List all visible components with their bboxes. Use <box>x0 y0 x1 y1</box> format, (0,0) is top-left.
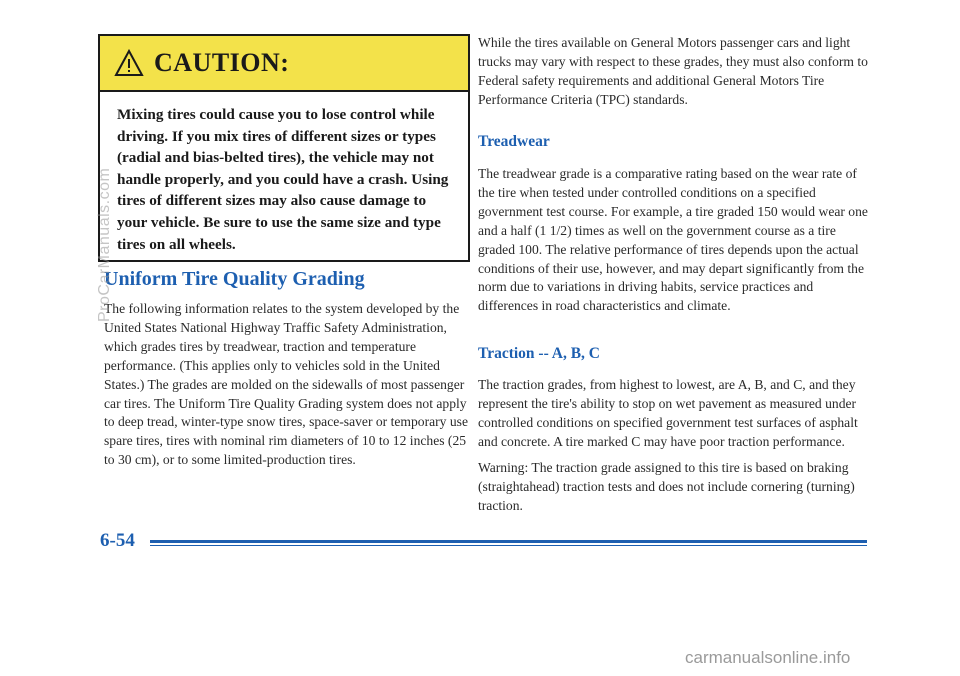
warning-paragraph: Warning: The traction grade assigned to this tire is based on braking (straightahead) traction tests and does not include cornering (turning) traction. <box>478 460 855 513</box>
uniform-tire-quality-paragraph: The following information relates to the system developed by the United States National Highway Traffic Safety Administration, which grades tires by treadwear, traction and temperature performance. (This applies only to vehicles sold in the United States.) The grades are molded on the sidewalls of most passenger car tires. The Uniform Tire Quality Grading system does not apply to deep tread, winter-type snow tires, space-saver or temporary use spare tires, tires with nominal rim diameters of 10 to 12 inches (25 to 30 cm), or to some limited-production tires. <box>104 301 468 468</box>
vertical-watermark: ProCarManuals.com <box>96 167 113 322</box>
caution-box <box>98 34 470 262</box>
caution-header <box>100 36 468 92</box>
footer-rule <box>150 540 867 543</box>
treadwear-heading: Treadwear <box>478 133 550 150</box>
warning-triangle-icon <box>114 49 144 77</box>
uniform-tire-quality-heading: Uniform Tire Quality Grading <box>104 268 365 290</box>
caution-title: CAUTION: <box>154 48 290 77</box>
intro-paragraph: While the tires available on General Motors passenger cars and light trucks may vary with respect to these grades, they must also conform to Federal safety requirements and additional General Motors Tire Performance Criteria (TPC) standards. <box>478 35 868 107</box>
traction-paragraph: The traction grades, from highest to lowest, are A, B, and C, and they represent the tire's ability to stop on wet pavement as measured under controlled conditions on specified government test surfaces of asphalt and concrete. A tire marked C may have poor traction performance. <box>478 377 858 449</box>
page-number: 6-54 <box>100 530 135 551</box>
footer-rule-thin <box>150 545 867 546</box>
caution-text: Mixing tires could cause you to lose control while driving. If you mix tires of different sizes or types (radial and bias-belted tires), the vehicle may not handle properly, and you could have a crash. Using tires of different sizes may also cause damage to your vehicle. Be sure to use the same size and type tires on all wheels. <box>117 106 449 253</box>
traction-heading: Traction -- A, B, C <box>478 345 600 362</box>
treadwear-paragraph: The treadwear grade is a comparative rating based on the wear rate of the tire when tested under controlled conditions on a specified government test course. For example, a tire graded 150 would wear one and a half (1 1/2) times as well on the government course as a tire graded 100. The relative performance of tires depends upon the actual conditions of their use, however, and may depart significantly from the norm due to variations in driving habits, service practices and differences in road characteristics and climate. <box>478 166 868 314</box>
bottom-watermark: carmanualsonline.info <box>685 648 851 667</box>
